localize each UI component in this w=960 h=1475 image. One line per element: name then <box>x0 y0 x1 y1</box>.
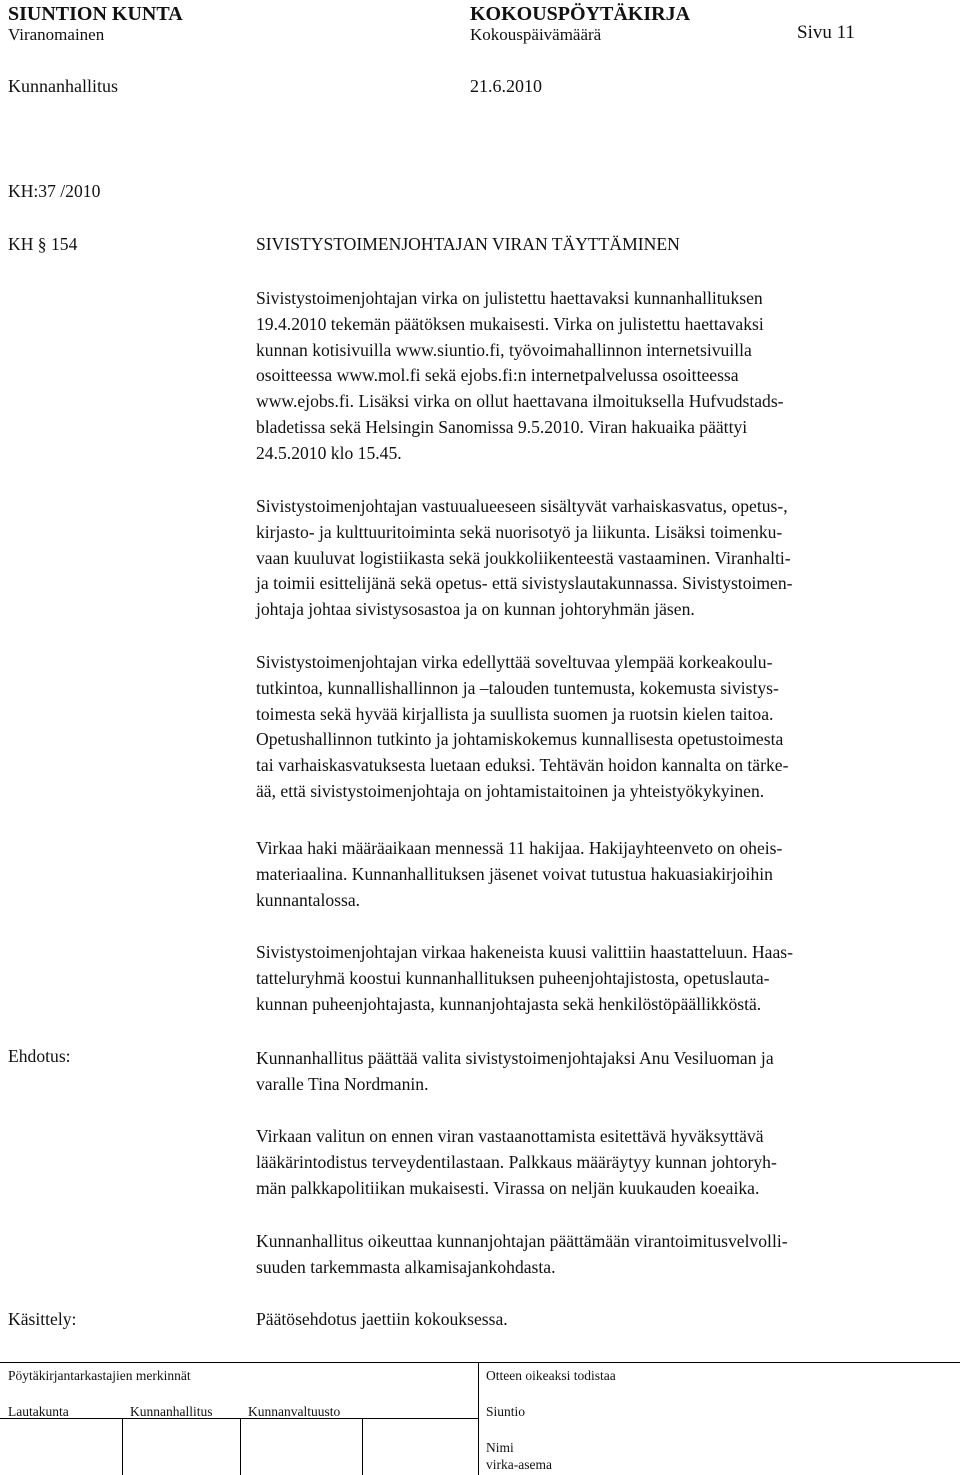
proposal-label: Ehdotus: <box>8 1046 71 1066</box>
paragraph-interviews <box>256 940 956 1017</box>
text-line: tatteluryhmä koostui kunnanhallituksen puheenjohtajistosta, opetuslauta- <box>256 967 770 988</box>
page-number: Sivu 11 <box>797 22 855 43</box>
certified-label: Otteen oikeaksi todistaa <box>486 1368 616 1383</box>
text-line: Sivistystoimenjohtajan vastuualueeseen sisältyvät varhaiskasvatus, opetus-, <box>256 496 788 516</box>
text-line: Kunnanhallitus oikeuttaa kunnanjohtajan päättämään virantoimitusvelvolli- <box>256 1231 788 1251</box>
text-line: www.ejobs.fi. Lisäksi virka on ollut haettavana ilmoituksella Hufvudstads- <box>256 391 784 412</box>
text-line: män palkkapolitiikan mukaisesti. Virassa on neljän kuukauden koeaika. <box>256 1177 760 1198</box>
date-label: Kokouspäivämäärä <box>470 25 602 44</box>
name-label: Nimi <box>486 1440 514 1455</box>
text-line: suuden tarkemmasta alkamisajankohdasta. <box>256 1256 556 1277</box>
body-kunnanvaltuusto: Kunnanvaltuusto <box>248 1404 341 1419</box>
text-line: Sivistystoimenjohtajan virkaa hakeneista kuusi valittiin haastatteluun. Haas- <box>256 942 793 962</box>
paragraph-announcement <box>256 286 956 467</box>
section-number: KH § 154 <box>8 234 78 254</box>
meeting-date: 21.6.2010 <box>470 76 542 96</box>
handling-label: Käsittely: <box>8 1309 77 1329</box>
document-type: KOKOUSPÖYTÄKIRJA <box>470 3 691 25</box>
text-line: Sivistystoimenjohtajan virka on julistettu haettavaksi kunnanhallituksen <box>256 288 763 308</box>
case-reference: KH:37 /2010 <box>8 181 101 201</box>
place-name: Siuntio <box>486 1404 526 1419</box>
proposal-decision <box>256 1046 956 1098</box>
paragraph-requirements <box>256 650 956 805</box>
text-line: johtaja johtaa sivistysosastoa ja on kunnan johtoryhmän jäsen. <box>256 599 695 620</box>
footer-row-border <box>0 1418 478 1419</box>
text-line: varalle Tina Nordmanin. <box>256 1073 429 1094</box>
paragraph-applicants <box>256 836 956 913</box>
section-title: SIVISTYSTOIMENJOHTAJAN VIRAN TÄYTTÄMINEN <box>256 234 680 254</box>
footer-divider-2 <box>240 1418 241 1475</box>
municipality-name: SIUNTION KUNTA <box>8 3 183 25</box>
body-kunnanhallitus: Kunnanhallitus <box>130 1404 213 1419</box>
text-line: ää, että sivistystoimenjohtaja on johtamistaitoinen ja yhteistyökykyinen. <box>256 780 765 801</box>
authority-label: Viranomainen <box>8 25 105 44</box>
text-line: 24.5.2010 klo 15.45. <box>256 442 402 463</box>
text-line: Sivistystoimenjohtajan virka edellyttää soveltuvaa ylempää korkeakoulu- <box>256 652 773 672</box>
text-line: Opetushallinnon tutkinto ja johtamiskokemus kunnallisesta opetustoimesta <box>256 729 784 750</box>
text-line: vaan kuuluvat logistiikasta sekä joukkoliikenteestä vastaaminen. Viranhalti- <box>256 547 791 568</box>
authority-name: Kunnanhallitus <box>8 76 118 96</box>
text-line: bladetissa sekä Helsingin Sanomissa 9.5.2010. Viran hakuaika päättyi <box>256 416 748 437</box>
text-line: kunnantalossa. <box>256 889 361 910</box>
text-line: tai varhaiskasvatuksesta luetaan eduksi. Tehtävän hoidon kannalta on tärke- <box>256 755 789 776</box>
footer-divider-center <box>478 1362 479 1475</box>
text-line: lääkärintodistus terveydentilastaan. Palkkaus määräytyy kunnan johtoryh- <box>256 1151 777 1172</box>
text-line: materiaalina. Kunnanhallituksen jäsenet voivat tutustua hakuasiakirjoihin <box>256 863 773 884</box>
reviewers-label: Pöytäkirjantarkastajien merkinnät <box>8 1368 191 1383</box>
position-label: virka-asema <box>486 1457 552 1472</box>
proposal-authorization <box>256 1229 956 1281</box>
text-line: Kunnanhallitus päättää valita sivistystoimenjohtajaksi Anu Vesiluoman ja <box>256 1048 774 1068</box>
text-line: tutkintoa, kunnallishallinnon ja –talouden tuntemusta, kokemusta sivistys- <box>256 677 779 698</box>
text-line: Virkaan valitun on ennen viran vastaanottamista esitettävä hyväksyttävä <box>256 1126 764 1146</box>
footer-top-border <box>0 1362 960 1363</box>
text-line: kirjasto- ja kulttuuritoiminta sekä nuorisotyö ja liikunta. Lisäksi toimenku- <box>256 521 783 542</box>
handling-text: Päätösehdotus jaettiin kokouksessa. <box>256 1309 508 1329</box>
text-line: toimesta sekä hyvää kirjallista ja suullista suomen ja ruotsin kielen taitoa. <box>256 703 774 724</box>
proposal-conditions <box>256 1124 956 1201</box>
text-line: kunnan puheenjohtajasta, kunnanjohtajasta sekä henkilöstöpäällikköstä. <box>256 993 762 1014</box>
text-line: osoitteessa www.mol.fi sekä ejobs.fi:n internetpalvelussa osoitteessa <box>256 365 739 386</box>
paragraph-responsibilities <box>256 494 956 623</box>
text-line: Virkaa haki määräaikaan mennessä 11 hakijaa. Hakijayhteenveto on oheis- <box>256 838 783 858</box>
text-line: 19.4.2010 tekemän päätöksen mukaisesti. Virka on julistettu haettavaksi <box>256 313 764 334</box>
footer-divider-3 <box>362 1418 363 1475</box>
text-line: kunnan kotisivuilla www.siuntio.fi, työvoimahallinnon internetsivuilla <box>256 339 752 360</box>
footer-divider-1 <box>122 1418 123 1475</box>
body-lautakunta: Lautakunta <box>8 1404 69 1419</box>
text-line: ja toimii esittelijänä sekä opetus- että sivistyslautakunnassa. Sivistystoimen- <box>256 573 793 594</box>
